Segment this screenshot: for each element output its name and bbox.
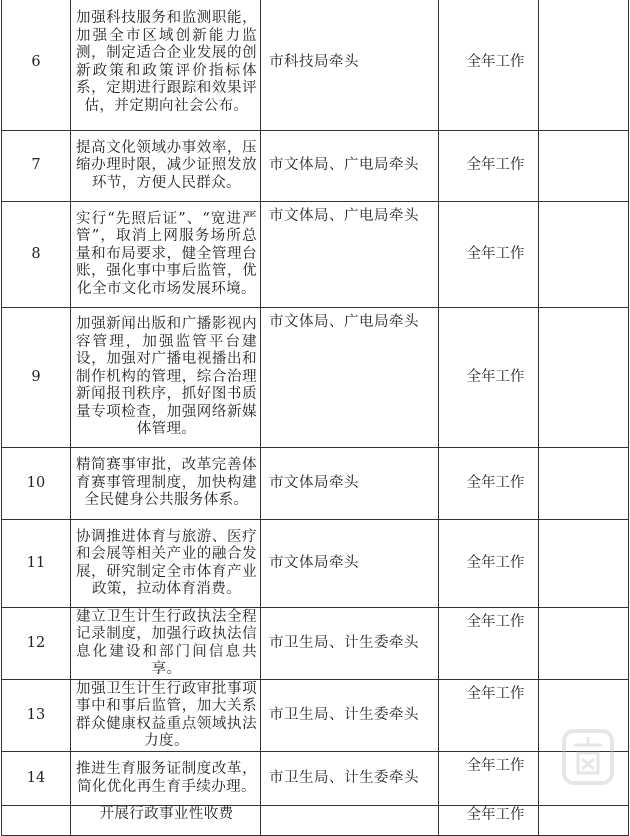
task-table <box>1 0 629 836</box>
row-number: 8 <box>2 202 71 308</box>
task-content: 加强卫生计生行政审批事项事中和事后监管，加大关系群众健康权益重点领域执法力度。 <box>71 680 261 752</box>
table-row <box>2 520 629 608</box>
task-content: 开展行政事业性收费 <box>71 806 261 836</box>
time-schedule: 全年工作 <box>439 752 539 806</box>
lead-department: 市卫生局、计生委牵头 <box>261 680 439 752</box>
time-schedule: 全年工作 <box>439 608 539 680</box>
remarks-cell <box>539 308 629 448</box>
row-number <box>2 806 71 836</box>
table-row <box>2 752 629 806</box>
row-number: 13 <box>2 680 71 752</box>
row-number: 9 <box>2 308 71 448</box>
row-number: 12 <box>2 608 71 680</box>
remarks-cell <box>539 0 629 131</box>
remarks-cell <box>539 520 629 608</box>
row-number: 10 <box>2 448 71 520</box>
lead-department: 市卫生局、计生委牵头 <box>261 608 439 680</box>
remarks-cell <box>539 448 629 520</box>
lead-department: 市卫生局、计生委牵头 <box>261 752 439 806</box>
time-schedule: 全年工作 <box>439 680 539 752</box>
time-schedule: 全年工作 <box>439 131 539 202</box>
watermark-logo-icon <box>560 725 616 789</box>
table-row <box>2 608 629 680</box>
time-schedule: 全年工作 <box>439 308 539 448</box>
table-row <box>2 0 629 131</box>
remarks-cell <box>539 202 629 308</box>
lead-department: 市文体局牵头 <box>261 448 439 520</box>
table-row <box>2 131 629 202</box>
lead-department: 市文体局、广电局牵头 <box>261 131 439 202</box>
table-row <box>2 806 629 836</box>
time-schedule: 全年工作 <box>439 202 539 308</box>
lead-department: 市文体局牵头 <box>261 520 439 608</box>
time-schedule: 全年工作 <box>439 448 539 520</box>
remarks-cell <box>539 608 629 680</box>
task-content: 推进生育服务证制度改革，简化优化再生育手续办理。 <box>71 752 261 806</box>
row-number: 14 <box>2 752 71 806</box>
task-content: 提高文化领域办事效率，压缩办理时限，减少证照发放环节，方便人民群众。 <box>71 131 261 202</box>
lead-department <box>261 806 439 836</box>
task-content: 加强新闻出版和广播影视内容管理，加强监管平台建设，加强对广播电视播出和制作机构的管理，综合治理新闻报刊秩序，抓好图书质量专项检查，加强网络新媒体管理。 <box>71 308 261 448</box>
lead-department: 市文体局、广电局牵头 <box>261 308 439 448</box>
table-row <box>2 308 629 448</box>
time-schedule: 全年工作 <box>439 520 539 608</box>
table-row <box>2 448 629 520</box>
row-number: 7 <box>2 131 71 202</box>
task-content: 协调推进体育与旅游、医疗和会展等相关产业的融合发展，研究制定全市体育产业政策，拉动体育消费。 <box>71 520 261 608</box>
table-row <box>2 202 629 308</box>
remarks-cell <box>539 131 629 202</box>
task-content: 精简赛事审批，改革完善体育赛事管理制度，加快构建全民健身公共服务体系。 <box>71 448 261 520</box>
task-content: 实行“先照后证”、“宽进严管”，取消上网服务场所总量和布局要求，健全管理台账，强化事中事后监管，优化全市文化市场发展环境。 <box>71 202 261 308</box>
lead-department: 市文体局、广电局牵头 <box>261 202 439 308</box>
task-content: 加强科技服务和监测职能，加强全市区域创新能力监测，制定适合企业发展的创新政策和政策评价指标体系，定期进行跟踪和效果评估，并定期向社会公布。 <box>71 0 261 131</box>
row-number: 6 <box>2 0 71 131</box>
time-schedule: 全年工作 <box>439 806 539 836</box>
task-content: 建立卫生计生行政执法全程记录制度，加强行政执法信息化建设和部门间信息共享。 <box>71 608 261 680</box>
time-schedule: 全年工作 <box>439 0 539 131</box>
row-number: 11 <box>2 520 71 608</box>
lead-department: 市科技局牵头 <box>261 0 439 131</box>
remarks-cell <box>539 806 629 836</box>
table-row <box>2 680 629 752</box>
